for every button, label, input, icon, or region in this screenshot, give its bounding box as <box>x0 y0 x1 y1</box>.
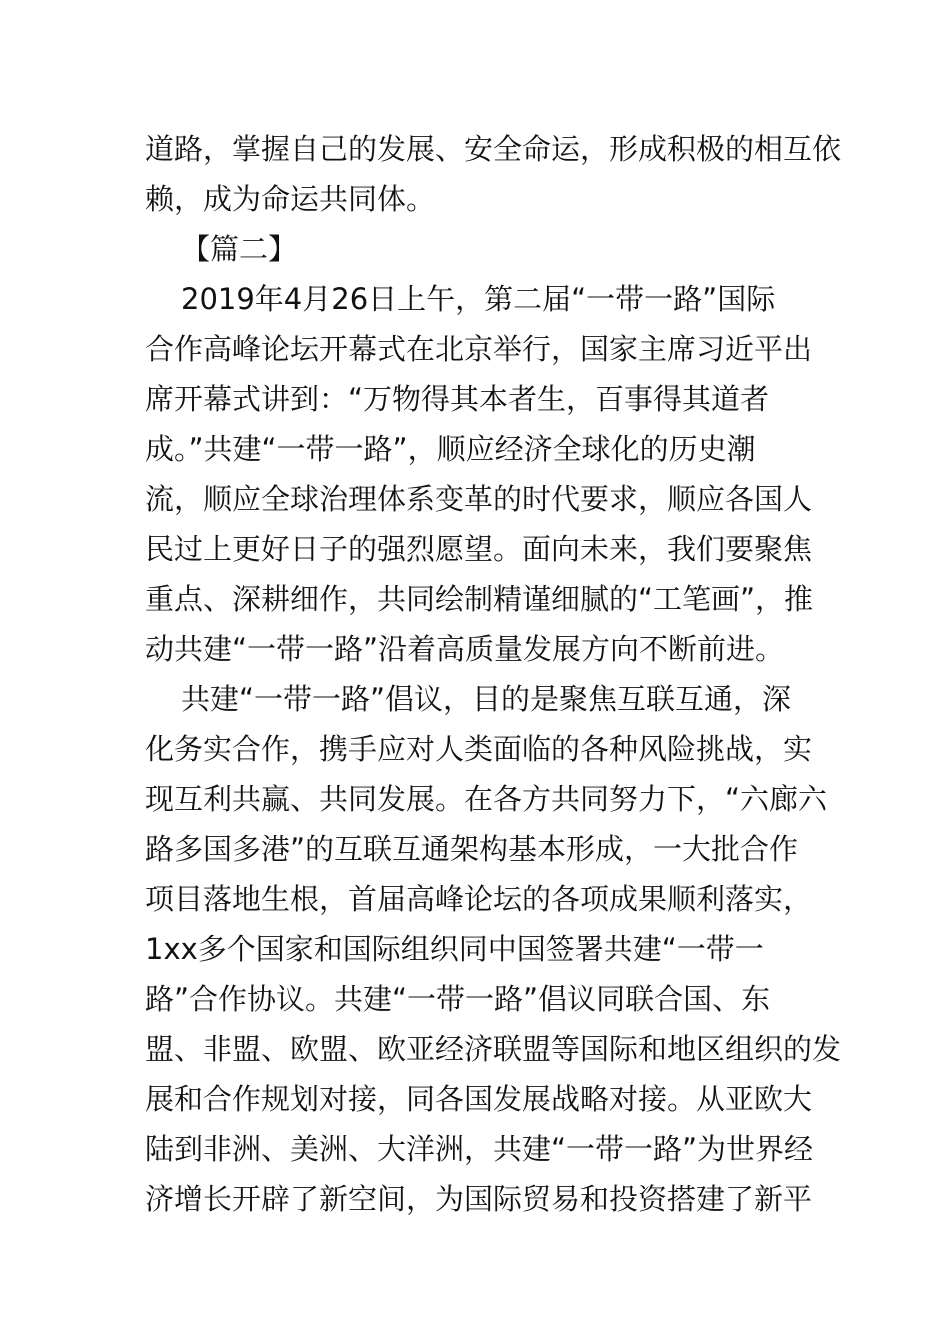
text-line: 化务实合作，携手应对人类面临的各种风险挑战，实 <box>145 732 813 766</box>
text-line: 陆到非洲、美洲、大洋洲，共建“一带一路”为世界经 <box>145 1132 814 1166</box>
paragraph-start-line: 共建“一带一路”倡议，目的是聚焦互联互通，深 <box>181 682 792 716</box>
text-line: 成。”共建“一带一路”，顺应经济全球化的历史潮 <box>145 432 756 466</box>
text-line: 动共建“一带一路”沿着高质量发展方向不断前进。 <box>145 632 785 666</box>
text-line: 路多国多港”的互联互通架构基本形成，一大批合作 <box>145 832 799 866</box>
text-line: 流，顺应全球治理体系变革的时代要求，顺应各国人 <box>145 482 813 516</box>
text-line: 席开幕式讲到：“万物得其本者生，百事得其道者 <box>145 382 770 416</box>
text-line: 现互利共赢、共同发展。在各方共同努力下，“六廊六 <box>145 782 828 816</box>
text-line: 民过上更好日子的强烈愿望。面向未来，我们要聚焦 <box>145 532 813 566</box>
text-line: 道路，掌握自己的发展、安全命运，形成积极的相互依 <box>145 132 842 166</box>
text-line: 盟、非盟、欧盟、欧亚经济联盟等国际和地区组织的发 <box>145 1032 842 1066</box>
text-line: 济增长开辟了新空间，为国际贸易和投资搭建了新平 <box>145 1182 813 1216</box>
text-line: 赖，成为命运共同体。 <box>145 182 436 216</box>
text-line: 1xx多个国家和国际组织同中国签署共建“一带一 <box>145 932 764 966</box>
paragraph-start-line: 2019年4月26日上午，第二届“一带一路”国际 <box>181 282 776 316</box>
text-line: 项目落地生根，首届高峰论坛的各项成果顺利落实， <box>145 882 813 916</box>
text-line: 展和合作规划对接，同各国发展战略对接。从亚欧大 <box>145 1082 813 1116</box>
text-line: 重点、深耕细作，共同绘制精谨细腻的“工笔画”，推 <box>145 582 814 616</box>
section-heading: 【篇二】 <box>181 232 298 266</box>
document-body <box>145 124 842 1224</box>
text-line: 路”合作协议。共建“一带一路”倡议同联合国、东 <box>145 982 771 1016</box>
text-line: 合作高峰论坛开幕式在北京举行，国家主席习近平出 <box>145 332 813 366</box>
